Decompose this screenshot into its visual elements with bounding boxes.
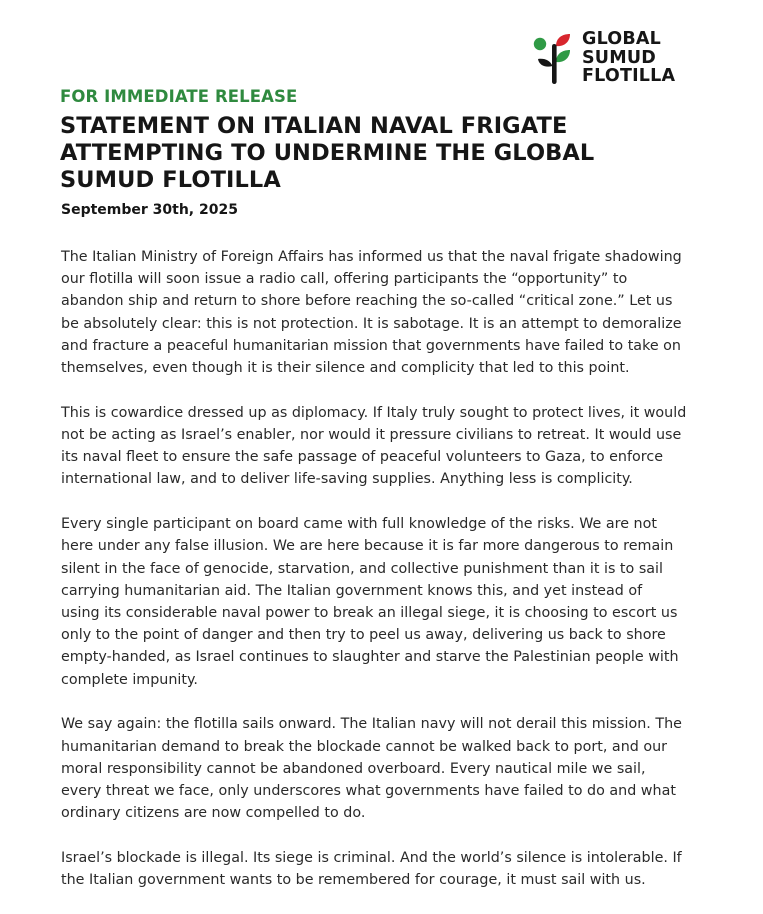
body-line: The Italian Ministry of Foreign Affairs has informed us that the naval frigate shadowing xyxy=(61,249,682,265)
body-line: moral responsibility cannot be abandoned overboard. Every nautical mile we sail, xyxy=(61,760,646,777)
statement-body xyxy=(61,246,731,914)
logo-wordmark xyxy=(582,30,675,86)
logo-black-stem xyxy=(552,44,557,84)
flotilla-tree-icon xyxy=(532,32,578,86)
body-line: Israel’s blockade is illegal. Its siege is criminal. And the world’s silence is intolerable. If xyxy=(61,850,682,867)
logo-green-leaf xyxy=(556,50,570,62)
body-paragraph xyxy=(61,713,731,824)
body-line: here under any false illusion. We are here because it is far more dangerous to remain xyxy=(61,538,674,555)
logo-green-dot xyxy=(534,38,546,50)
body-line: carrying humanitarian aid. The Italian government knows this, and yet instead of xyxy=(61,582,643,599)
body-line: humanitarian demand to break the blockade cannot be walked back to port, and our xyxy=(61,738,668,755)
release-label: FOR IMMEDIATE RELEASE xyxy=(60,87,298,106)
body-line: our flotilla will soon issue a radio call, offering participants the “opportunity” to xyxy=(61,271,628,288)
body-line: its naval fleet to ensure the safe passage of peaceful volunteers to Gaza, to enforce xyxy=(61,449,663,466)
body-paragraph xyxy=(61,847,731,891)
logo-red-leaf xyxy=(556,34,570,46)
body-line: not be acting as Israel’s enabler, nor would it pressure civilians to retreat. It would use xyxy=(61,427,682,444)
body-line: complete impunity. xyxy=(61,671,198,688)
body-line: international law, and to deliver life-saving supplies. Anything less is complicity. xyxy=(61,471,633,488)
body-paragraph xyxy=(61,402,731,491)
body-line: empty-handed, as Israel continues to slaughter and starve the Palestinian people with xyxy=(61,649,679,666)
logo-line-3: FLOTILLA xyxy=(582,66,676,86)
body-line: and fracture a peaceful humanitarian mission that governments have failed to take on xyxy=(61,337,681,354)
body-line: silent in the face of genocide, starvation, and collective punishment than it is to sail xyxy=(61,560,663,577)
body-paragraph xyxy=(61,246,731,379)
body-line: the Italian government wants to be remembered for courage, it must sail with us. xyxy=(61,872,646,889)
logo-line-2: SUMUD xyxy=(582,47,656,68)
body-line: every threat we face, only underscores what governments have failed to do and what xyxy=(61,783,676,800)
body-line: using its considerable naval power to break an illegal siege, it is choosing to escort us xyxy=(61,605,678,622)
body-paragraph xyxy=(61,513,731,691)
title-line: STATEMENT ON ITALIAN NAVAL FRIGATE xyxy=(60,113,568,139)
statement-title xyxy=(60,113,700,194)
title-line: SUMUD FLOTILLA xyxy=(60,167,281,193)
logo-black-leaf xyxy=(538,59,553,67)
release-date: September 30th, 2025 xyxy=(61,202,238,218)
logo-line-1: GLOBAL xyxy=(582,29,662,49)
body-line: Every single participant on board came with full knowledge of the risks. We are not xyxy=(61,516,657,533)
global-sumud-flotilla-logo xyxy=(532,30,732,90)
body-line: only to the point of danger and then try to peel us away, delivering us back to shore xyxy=(61,627,666,644)
body-line: ordinary citizens are now compelled to do. xyxy=(61,805,366,822)
body-line: This is cowardice dressed up as diplomacy. If Italy truly sought to protect lives, it would xyxy=(61,404,687,421)
body-line: be absolutely clear: this is not protection. It is sabotage. It is an attempt to demoralize xyxy=(61,315,682,332)
body-line: We say again: the flotilla sails onward. The Italian navy will not derail this mission. The xyxy=(61,716,682,733)
body-line: themselves, even though it is their silence and complicity that led to this point. xyxy=(61,360,630,377)
body-line: abandon ship and return to shore before reaching the so-called “critical zone.” Let us xyxy=(61,293,673,310)
title-line: ATTEMPTING TO UNDERMINE THE GLOBAL xyxy=(60,140,595,166)
